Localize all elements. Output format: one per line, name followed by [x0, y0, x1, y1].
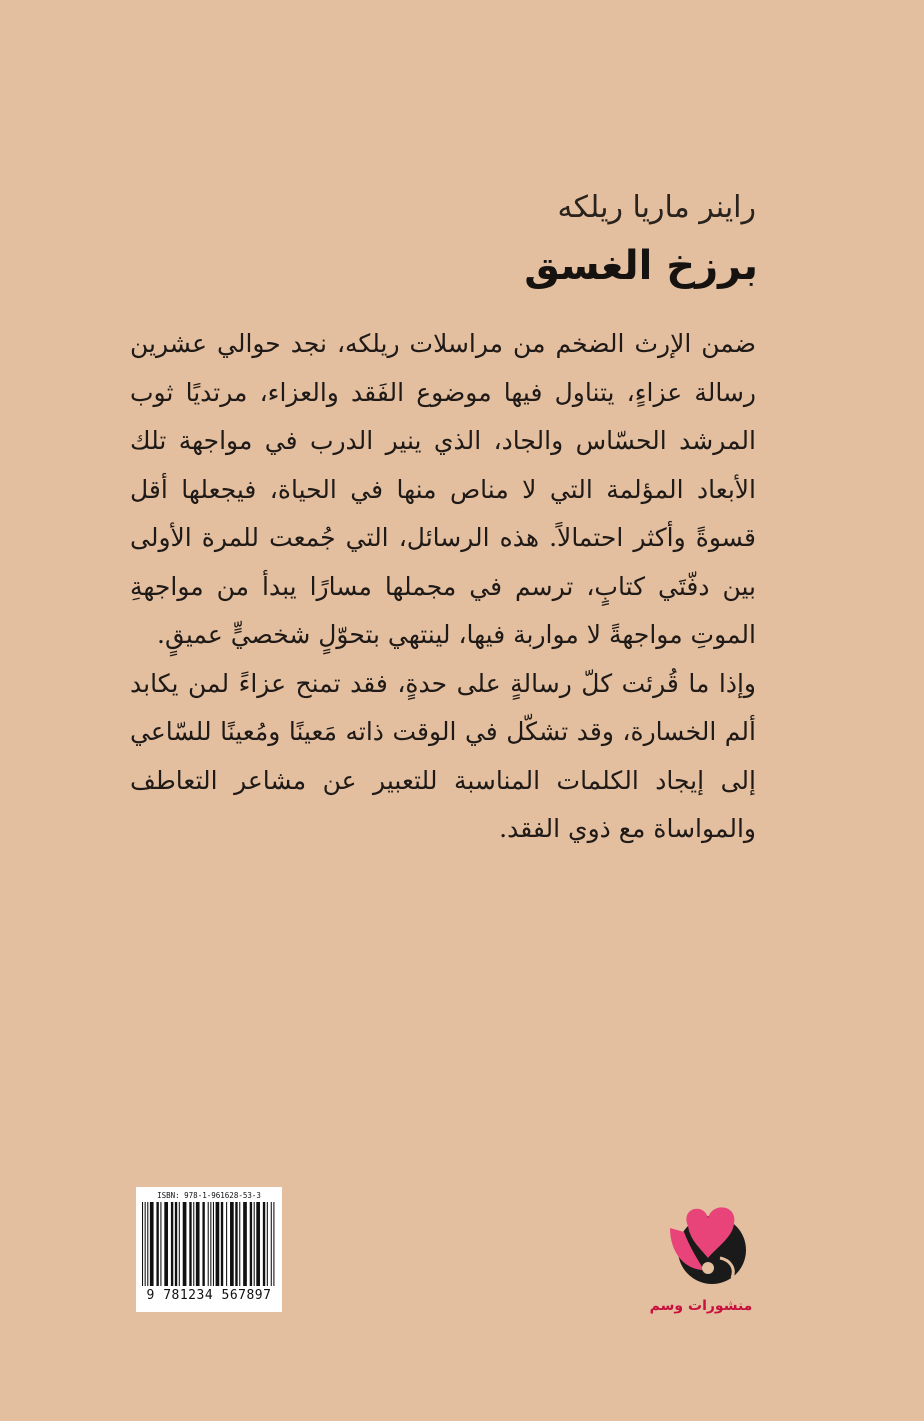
author-name: راينر ماريا ريلكه [557, 190, 756, 225]
barcode-digits: 9 781234 567897 [146, 1288, 272, 1303]
blurb-paragraph-1: ضمن الإرث الضخم من مراسلات ريلكه، نجد حوالي عشرين رسالة عزاءٍ، يتناول فيها موضوع الفَقد والعزاء، مرتديًا ثوب المرشد الحسّاس والجاد، الذي ينير الدرب في مواجهة تلك الأبعاد المؤلمة التي لا مناص منها في الحياة، فيجعلها أقل قسوةً وأكثر احتمالاً. هذه الرسائل، التي جُمعت للمرة الأولى بين دفّتَي كتابٍ، ترسم في مجملها مسارًا يبدأ من مواجهةِ الموتِ مواجهةً لا مواربة فيها، لينتهي بتحوّلٍ شخصيٍّ عميقٍ. [130, 329, 756, 649]
isbn-label: ISBN: 978-1-961628-53-3 [157, 1191, 261, 1200]
blurb-text [130, 320, 756, 854]
isbn-barcode [136, 1187, 282, 1312]
publisher-name: منشورات وسم [649, 1298, 753, 1314]
barcode-bars [142, 1202, 276, 1288]
book-title: برزخ الغسق [524, 243, 758, 289]
wasm-logo-icon [650, 1198, 752, 1288]
blurb-paragraph-2: وإذا ما قُرئت كلّ رسالةٍ على حدةٍ، فقد تمنح عزاءً لمن يكابد ألم الخسارة، وقد تشكّل في الوقت ذاته مَعينًا ومُعينًا للسّاعي إلى إيجاد الكلمات المناسبة للتعبير عن مشاعر التعاطف والمواساة مع ذوي الفقد. [130, 668, 756, 843]
